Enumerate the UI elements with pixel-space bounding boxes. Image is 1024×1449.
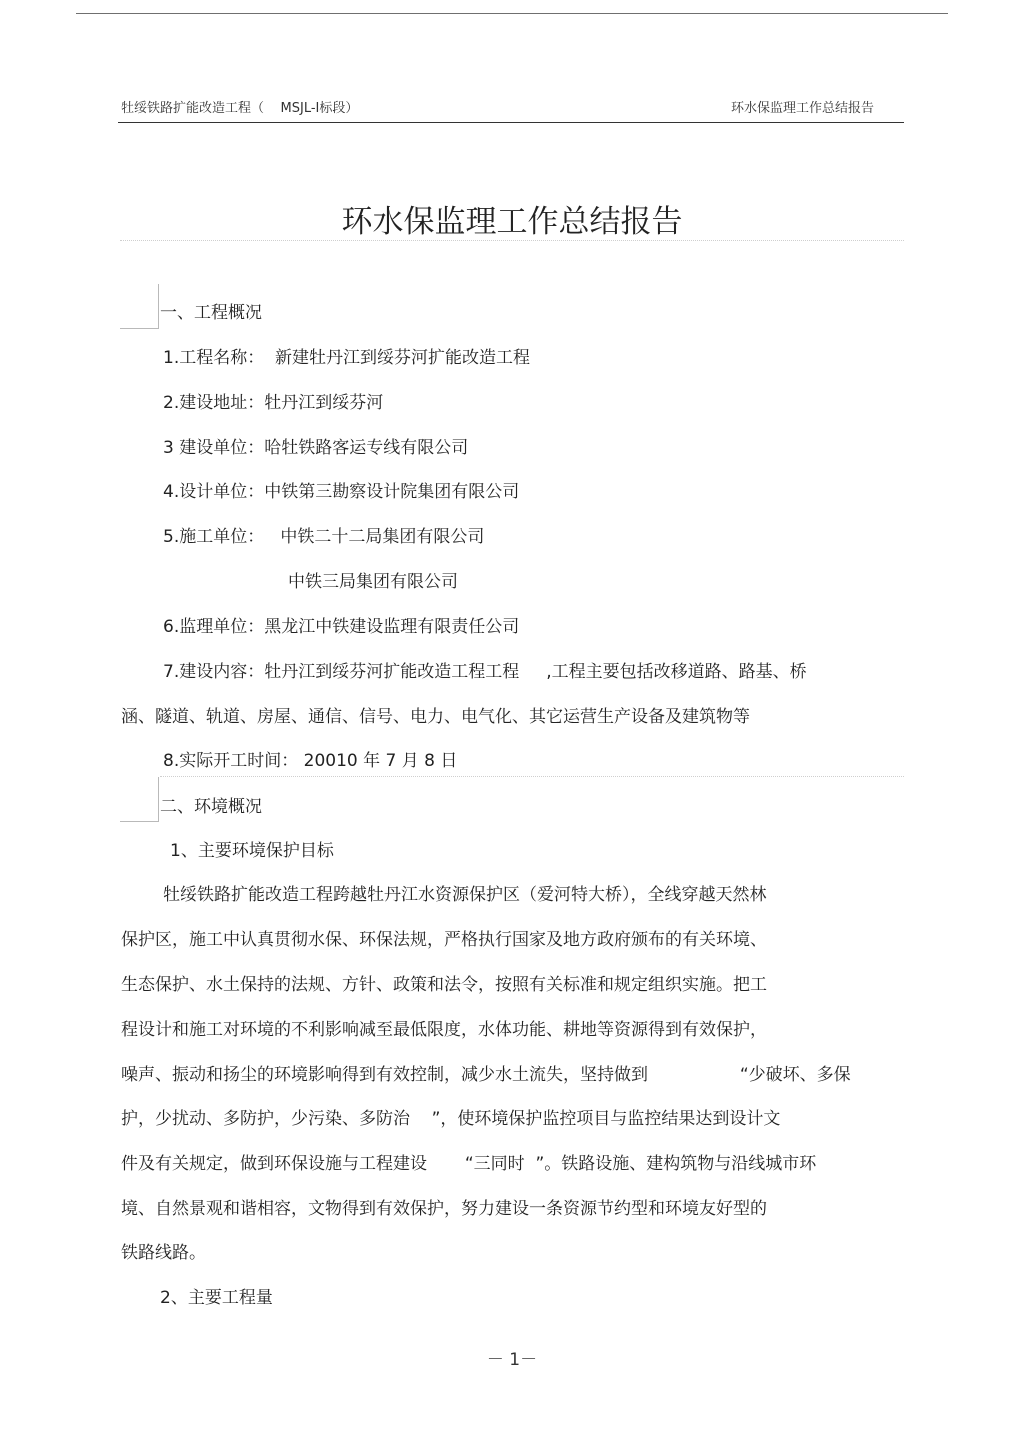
overview-item-supervisor: 6.监理单位：黑龙江中铁建设监理有限责任公司 (163, 617, 520, 637)
paragraph-line: 件及有关规定，做到环保设施与工程建设 “三同时 ”。铁路设施、建构筑物与沿线城市环 (121, 1154, 817, 1174)
running-header-project: 牡绥铁路扩能改造工程（ MSJL-Ⅰ标段） (121, 101, 359, 116)
paragraph-line: 生态保护、水土保持的法规、方针、政策和法令，按照有关标准和规定组织实施。把工 (121, 975, 767, 995)
page-number: － 1－ (486, 1350, 538, 1370)
paragraph-line: 铁路线路。 (121, 1243, 206, 1263)
overview-item-scope-cont: 涵、隧道、轨道、房屋、通信、信号、电力、电气化、其它运营生产设备及建筑物等 (121, 707, 750, 727)
paragraph-line: 程设计和施工对环境的不利影响减至最低限度，水体功能、耕地等资源得到有效保护， (121, 1020, 767, 1040)
running-header-title: 环水保监理工作总结报告 (731, 101, 875, 116)
top-border-line (76, 13, 948, 14)
header-rule (118, 122, 904, 123)
section-dotted-divider (160, 776, 904, 777)
section-heading-overview: 一、工程概况 (160, 303, 262, 323)
title-dotted-divider (120, 240, 904, 241)
overview-item-start-date: 8.实际开工时间： 20010 年 7 月 8 日 (163, 751, 458, 771)
overview-item-designer: 4.设计单位：中铁第三勘察设计院集团有限公司 (163, 482, 520, 502)
margin-corner-mark (120, 284, 159, 329)
document-title: 环水保监理工作总结报告 (341, 204, 683, 240)
subheading-protection-targets: 1、主要环境保护目标 (170, 841, 334, 861)
paragraph-line: 噪声、振动和扬尘的环境影响得到有效控制，减少水土流失，坚持做到 “少破坏、多保 (121, 1065, 851, 1085)
section-heading-environment: 二、环境概况 (160, 797, 262, 817)
paragraph-line: 牡绥铁路扩能改造工程跨越牡丹江水资源保护区（爱河特大桥），全线穿越天然林 (163, 885, 767, 905)
paragraph-line: 境、自然景观和谐相容，文物得到有效保护，努力建设一条资源节约型和环境友好型的 (121, 1199, 767, 1219)
overview-item-contractor-2: 中铁三局集团有限公司 (288, 572, 458, 592)
overview-item-scope: 7.建设内容：牡丹江到绥芬河扩能改造工程工程 ,工程主要包括改移道路、路基、桥 (163, 662, 807, 682)
margin-corner-mark (120, 777, 159, 822)
overview-item-project-name: 1.工程名称： 新建牡丹江到绥芬河扩能改造工程 (163, 348, 531, 368)
paragraph-line: 护，少扰动、多防护，少污染、多防治 ”，使环境保护监控项目与监控结果达到设计文 (121, 1109, 781, 1129)
subheading-main-quantities: 2、主要工程量 (160, 1288, 273, 1308)
overview-item-owner: 3 建设单位：哈牡铁路客运专线有限公司 (163, 438, 469, 458)
overview-item-contractor: 5.施工单位： 中铁二十二局集团有限公司 (163, 527, 485, 547)
paragraph-line: 保护区，施工中认真贯彻水保、环保法规，严格执行国家及地方政府颁布的有关环境、 (121, 930, 767, 950)
overview-item-site: 2.建设地址：牡丹江到绥芬河 (163, 393, 384, 413)
